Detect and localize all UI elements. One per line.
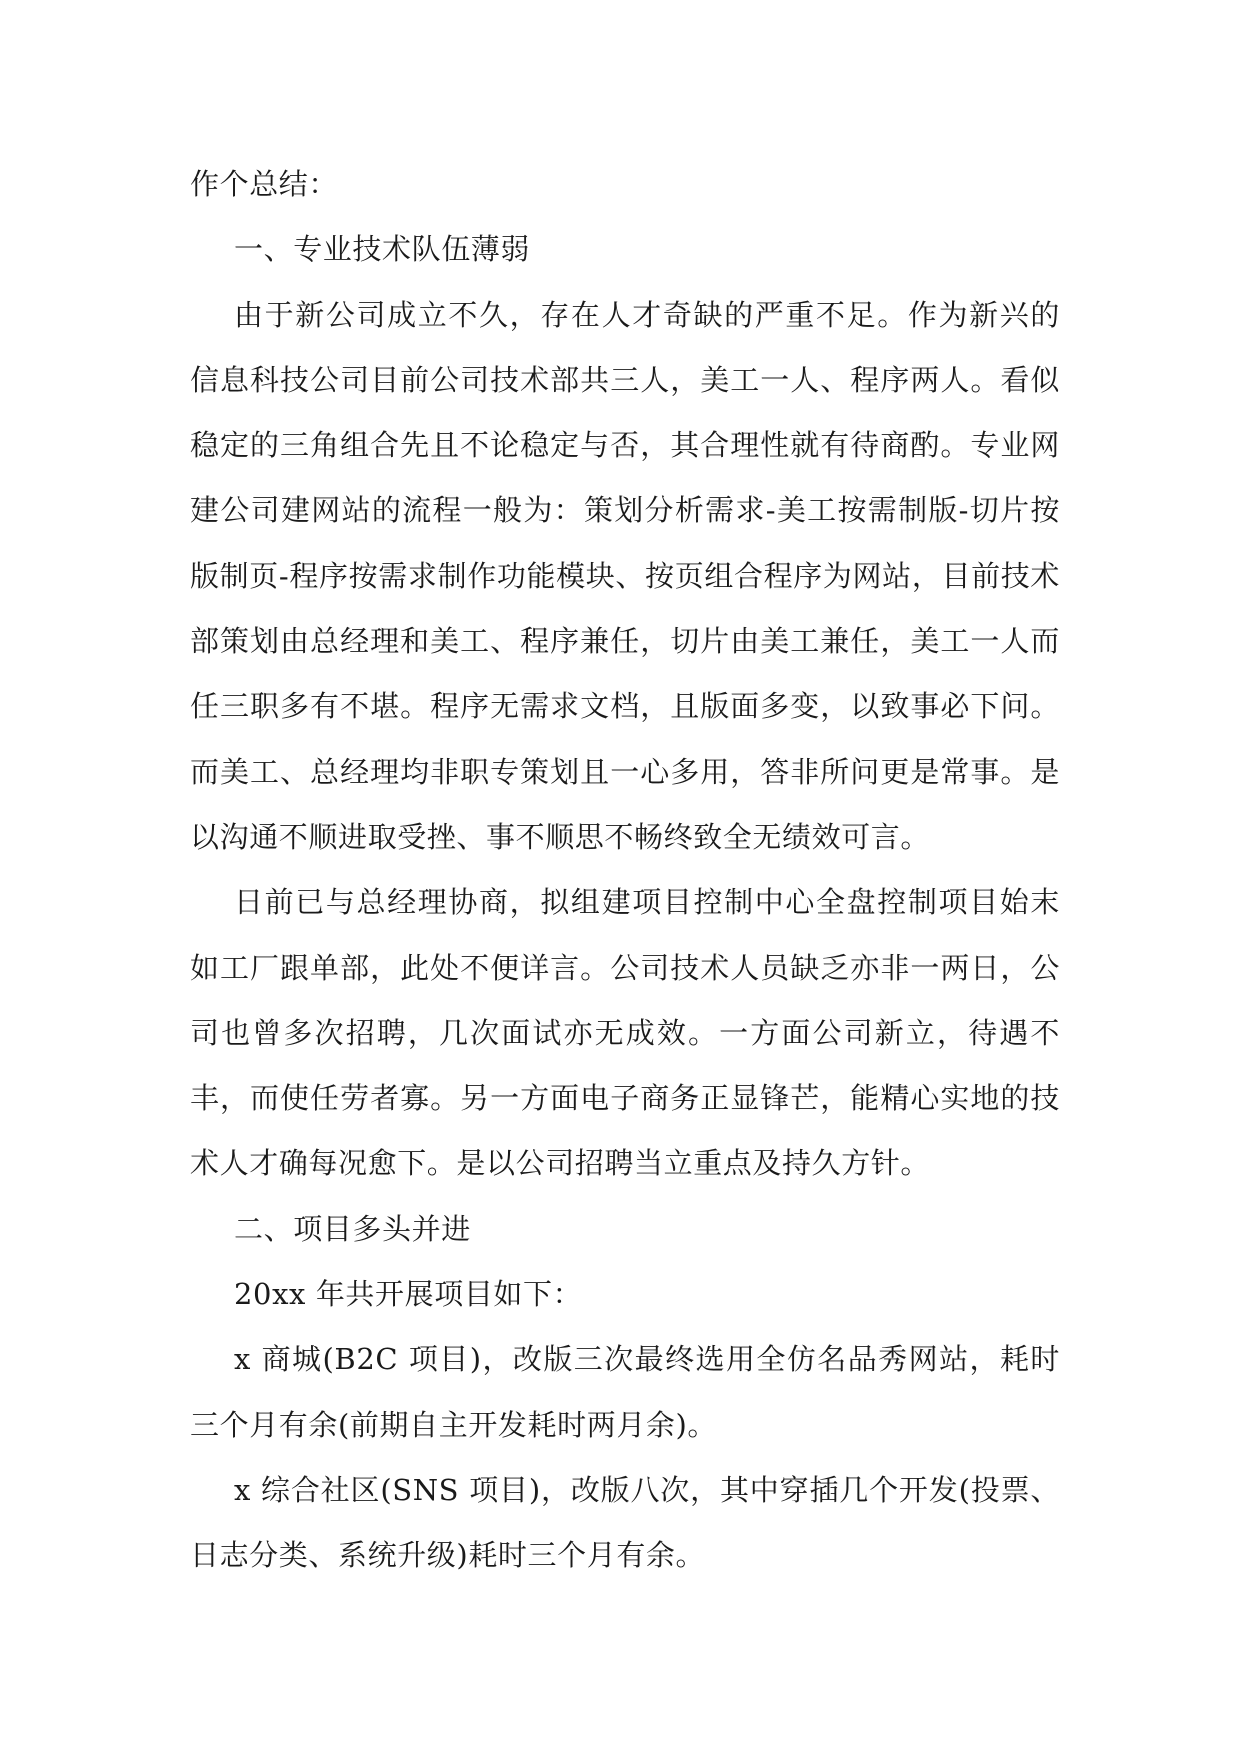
section-heading-2: 二、项目多头并进 — [234, 1211, 471, 1246]
paragraph-tech-team: 由于新公司成立不久，存在人才奇缺的严重不足。作为新兴的信息科技公司目前公司技术部共三人，美工一人、程序两人。看似稳定的三角组合先且不论稳定与否，其合理性就有待商酌。专业网建公司建网站的流程一般为：策划分析需求-美工按需制版-切片按版制页-程序按需求制作功能模块、按页组合程序为网站，目前技术部策划由总经理和美工、程序兼任，切片由美工兼任，美工一人而任三职多有不堪。程序无需求文档，且版面多变，以致事必下问。而美工、总经理均非职专策划且一心多用，答非所问更是常事。是以沟通不顺进取受挫、事不顺思不畅终致全无绩效可言。 — [190, 297, 1060, 854]
section-heading-1: 一、专业技术队伍薄弱 — [234, 232, 531, 267]
paragraph-project-community: x 综合社区(SNS 项目)，改版八次，其中穿插几个开发(投票、日志分类、系统升级)耗时三个月有余。 — [190, 1472, 1060, 1573]
paragraph-recruitment: 日前已与总经理协商，拟组建项目控制中心全盘控制项目始末如工厂跟单部，此处不便详言。公司技术人员缺乏亦非一两日，公司也曾多次招聘，几次面试亦无成效。一方面公司新立，待遇不丰，而使任劳者寡。另一方面电子商务正显锋芒，能精心实地的技术人才确每况愈下。是以公司招聘当立重点及持久方针。 — [190, 885, 1060, 1181]
paragraph-projects-intro: 20xx 年共开展项目如下： — [234, 1277, 583, 1312]
paragraph-project-mall: x 商城(B2C 项目)，改版三次最终选用全仿名品秀网站，耗时三个月有余(前期自主开发耗时两月余)。 — [190, 1342, 1060, 1442]
paragraph-intro: 作个总结： — [190, 167, 339, 201]
document-body — [190, 152, 1060, 1589]
